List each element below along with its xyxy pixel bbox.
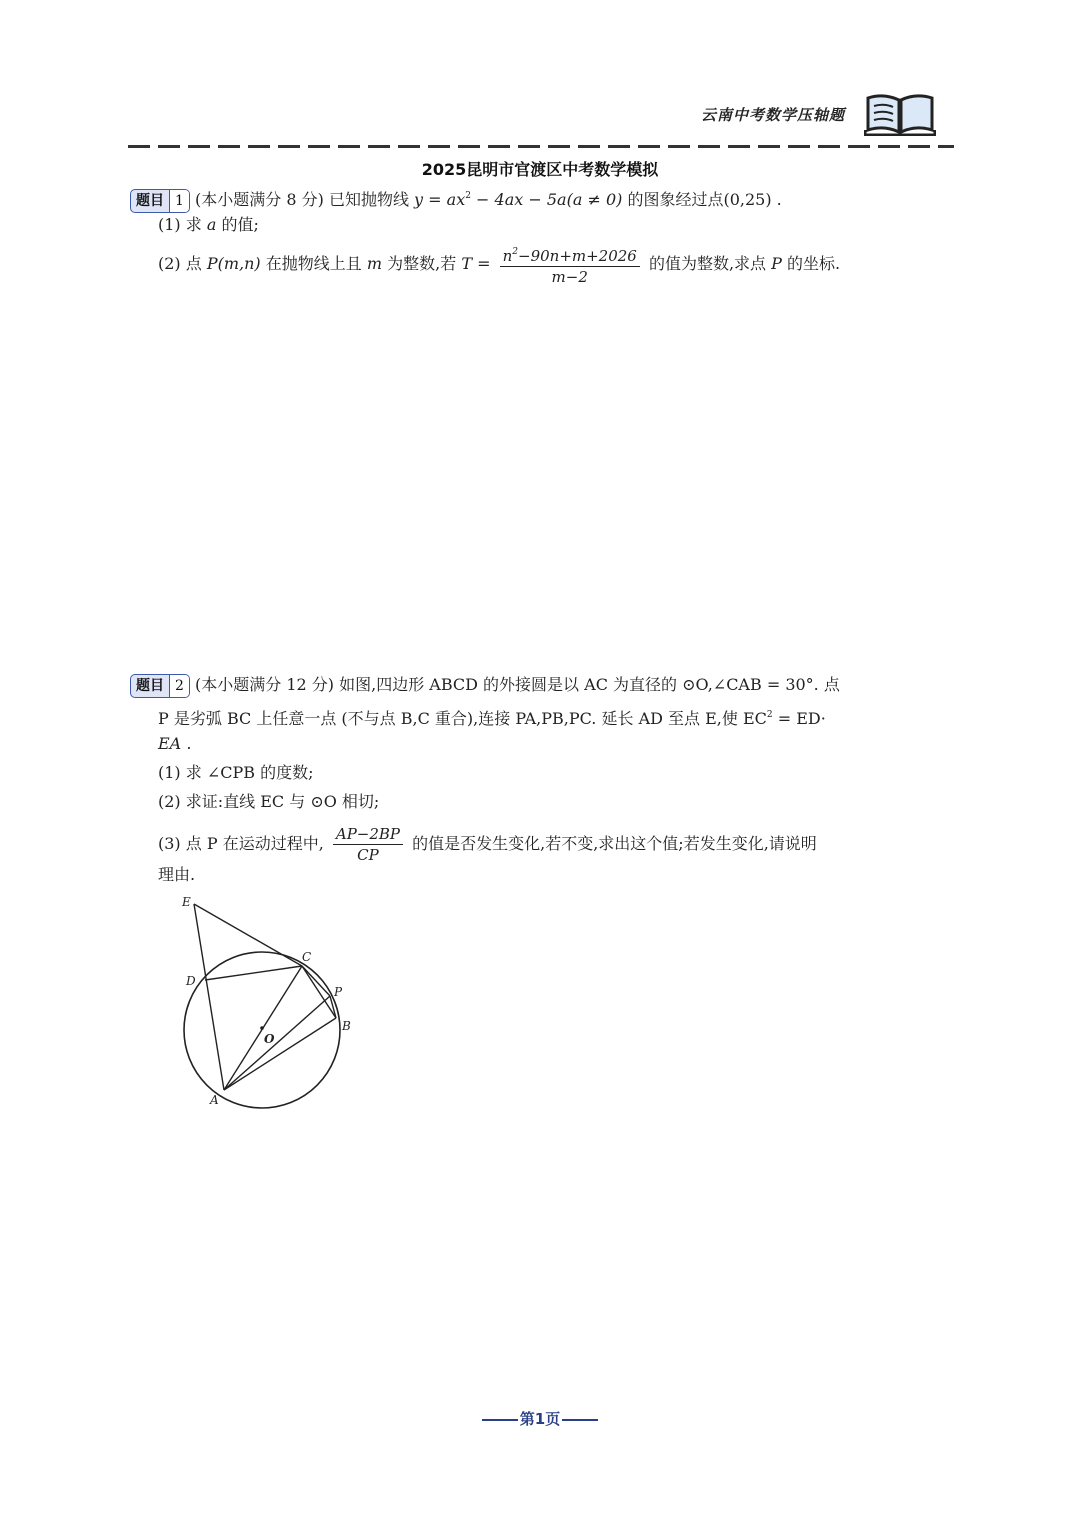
problem-1-tag: 题目 1	[130, 189, 190, 213]
label-e: E	[182, 895, 191, 909]
line-ea	[194, 904, 224, 1090]
header-title: 云南中考数学压轴题	[700, 106, 845, 124]
problem-1-statement: 题目 1 (本小题满分 8 分) 已知抛物线 $y = ax^2 - 4ax - 5a(a \ne 0)$ 的图象经过点(0,25) .	[130, 185, 782, 213]
open-book-icon	[864, 92, 936, 136]
problem-2-part-3-end: 理由.	[158, 865, 196, 884]
problem-2-line-3: EA .	[158, 734, 192, 753]
line-cp	[302, 966, 330, 996]
footer-bar-left	[482, 1419, 518, 1421]
center-dot	[260, 1026, 264, 1030]
page-number: 第1页	[519, 1410, 561, 1428]
problem-2-line-2: P 是劣弧 BC 上任意一点 (不与点 B,C 重合),连接 PA,PB,PC. 延长 AD 至点 E,使 $EC^2 = ED\cdot$	[158, 709, 826, 728]
problem-2-tag: 题目 2	[130, 674, 190, 698]
label-b: B	[342, 1019, 351, 1033]
line-ec	[194, 904, 302, 966]
line-dc	[205, 966, 302, 980]
problem-2-fraction: $\frac{AP-2BP}{CP}$	[333, 825, 403, 864]
label-a: A	[210, 1093, 219, 1107]
label-p: P	[334, 985, 343, 999]
footer-bar-right	[562, 1419, 598, 1421]
document-title: 2025昆明市官渡区中考数学模拟	[421, 160, 659, 179]
geometry-figure	[170, 890, 370, 1110]
line-ap	[224, 996, 330, 1090]
label-c: C	[302, 950, 312, 964]
label-o: O	[264, 1032, 275, 1046]
line-ab	[224, 1018, 336, 1090]
problem-1-part-2: (2) 点 P(m,n) 在抛物线上且 m 为整数,若 T = $\frac{n^2-90n+m+2026}{m-2}$ 的值为整数,求点 P 的坐标.	[158, 243, 840, 286]
problem-1-part-1: (1) 求 a 的值;	[158, 215, 259, 234]
label-d: D	[186, 974, 196, 988]
problem-1-fraction: $\frac{n^2-90n+m+2026}{m-2}$	[500, 243, 640, 286]
page-footer	[0, 1408, 1080, 1429]
problem-2-part-1: (1) 求 ∠CPB 的度数;	[158, 763, 314, 782]
problem-2-part-3: (3) 点 P 在运动过程中, $\frac{AP-2BP}{CP}$ 的值是否发生变化,若不变,求出这个值;若发生变化,请说明	[158, 825, 817, 864]
problem-2-part-2: (2) 求证:直线 EC 与 ⊙O 相切;	[158, 792, 380, 811]
header-divider	[128, 145, 954, 148]
problem-2-line-1: 题目 2 (本小题满分 12 分) 如图,四边形 ABCD 的外接圆是以 AC 为直径的 ⊙O,∠CAB = 30°. 点	[130, 674, 840, 698]
